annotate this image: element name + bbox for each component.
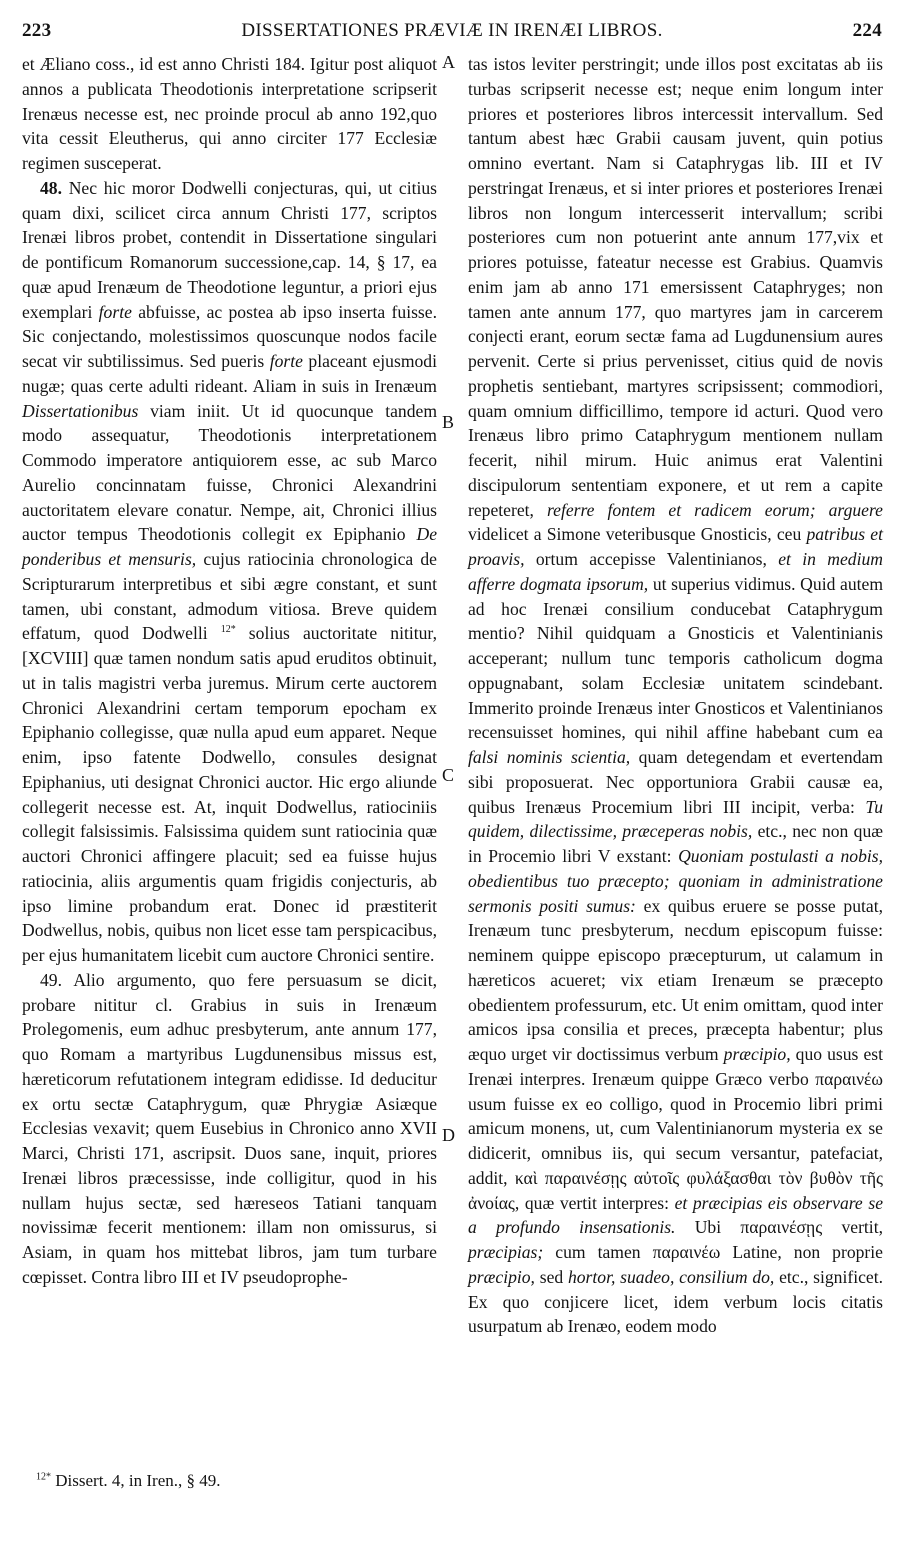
italic-run: Dissertationibus (22, 400, 139, 421)
text-run: placeant ejusmodi nugæ; quas certe adulti rideant. Aliam in suis in Irenæum (22, 351, 437, 396)
text-run: quam detegendam et evertendam sibi proposuerat. Nec opportuniora Grabii causæ ea, quibus Irenæus Procemium libri III incipit, verba: (468, 747, 883, 817)
italic-run: De ponderibus et mensuris, (22, 524, 437, 569)
text-run: sed (534, 1266, 568, 1287)
text-run: tas istos leviter perstringit; unde illos post excitatas ab iis turbas scripserit necesse est; neque enim longum inter priores et posteriores libros intercessit intervallum. Sed tantum abest hæc Grabii causam juvent, quin potius omnino evertant. Nam si Cataphrygas lib. III et IV perstringat Irenæus, et si inter priores et posteriores Irenæi libros non longum intercesserit intervallum; scribi posteriores cum non potuerint ante annum 177,vix et priores potuisse, fateatur necesse est Grabius. Quamvis enim jam ab anno 171 emersissent Cataphryges; non tamen ante annum 177, quo martyres jam in carcerem conjecti erant, eorum sectæ fama ad Lugdunensium aures pervenit. Certe si prius pervenisset, citius quid de novis prophetis sentiebant, martyres scripsissent; commodiori, quam omnium difficillimo, tempore id acturi. Quod vero Irenæus libro primo Cataphrygum mentionem nullam fecerit, nihil mirum. Huic animus erat Valentini discipulorum sententiam exponere, et ut rem a capite repeteret, (468, 54, 883, 520)
italic-run: hortor, suadeo, consilium do, (567, 1266, 775, 1287)
footnote (36, 1471, 221, 1491)
text-run: solius auctoritate nititur, [XCVIII] quæ tamen nondum satis apud eruditos obtinuit, ut in talis magistri verba juremus. Mirum certe auctorem Chronici Alexandrini certam temporum epocham ex Epiphanio collegisse, quæ nulla apud eum apparet. Neque enim, ipso fatente Dodwello, consules designat Epiphanius, uti designat Chronici auctor. Hic ergo aliunde collegerit necesse est. At, inquit Dodwellus, ratiociniis collegit falsissimis. Falsissima quidem sunt ratiocinia quæ auctori Chronici affingere placuit; sed ea fuisse hujus ratiocinia, aliis argumentis quam frigidis conjecturis, ab ipso limine probandum erat. Donec id præstiterit Dodwellus, nobis, quibus non licet esse tam perspicacibus, per ejus humanitatem licebit cum auctore Chronici sentire. (22, 623, 437, 965)
italic-run: præcipio, (468, 1266, 535, 1287)
margin-letter-a: A (442, 52, 455, 72)
text-run: Nec hic moror Dodwelli conjecturas, qui, ut citius quam dixi, scilicet circa annum Christi 177, scriptos Irenæi libros probet, contendit in Dissertatione singulari de pontificum Romanorum successione,cap. 14, § 17, ea quæ apud Irenæum de Theodotione leguntur, a priori ejus exemplari (22, 177, 437, 322)
italic-run: Tu quidem, dilectissime, præceperas nobis, (468, 796, 883, 842)
text-run: abfuisse, ac postea ab ipso inserta fuisse. Sic conjectando, molestissimos quoscunque nodos facile secat vir subtilissimus. Sed pueris (22, 301, 437, 371)
italic-run: et præcipias eis observare se a profundo insensationis. (468, 1192, 883, 1238)
left-column (22, 52, 437, 1290)
margin-letter-c: C (442, 765, 455, 785)
italic-run: Quoniam postulasti a nobis, obedientibus tuo præcepto; quoniam in administratione sermonis positi sumus: (468, 846, 884, 916)
paragraph-49-continuation (468, 52, 883, 1339)
paragraph-47-continuation: et Æliano coss., id est anno Christi 184. Igitur post aliquot annos a publicata Theodotionis interpretatione scripserit Irenæus necesse est, nec proinde procul ab anno 192,quo vita cessit Eleutherus, qui anno circiter 177 Ecclesiæ regimen susceperat. (22, 54, 437, 173)
italic-run: patribus et proavis, (468, 524, 883, 569)
text-run: ex quibus eruere se posse putat, Irenæum tunc presbyterum, necdum episcopum fuisse: neminem quippe episcopo præcepturum, ut calamum in hæreticos acueret; vix etiam Irenæum se præcepto obedientem professurum, etc. Ut enim omittam, quod inter amicos ipsa consilia et preces, præcepta habentur; plus æquo urget vir doctissimus verbum (468, 895, 883, 1064)
paragraph-48 (22, 176, 437, 968)
footnote-number: 12* (36, 1471, 51, 1483)
page-header (22, 20, 882, 48)
paragraph-49: 49. Alio argumento, quo fere persuasum se dicit, probare nititur cl. Grabius in suis in Irenæum Prolegomenis, eum adhuc presbyterum, ante annum 177, quo Romam a martyribus Lugdunensibus missus est, hæreticorum refutationem integram edidisse. Id deducitur ex ortu sectæ Cataphrygum, quæ Phrygiæ Asiæque Ecclesias vexavit; quem Eusebius in Chronico anno XVII Marci, Christi 171, ascripsit. Duos sane, inquit, priores Irenæi libros præcessisse, inde colligitur, quod in his nullam hujus sectæ, sed hæreseos Tatiani tanquam novissimæ fecerit mentionem: illam non omissurus, si Asiam, in quam hos mittebat libros, jam tum turbare cœpisset. Contra libro III et IV pseudoprophe- (22, 969, 437, 1287)
text-run: Ubi παραινέσῃς vertit, (675, 1217, 883, 1238)
text-run: etc., nec non quæ in Procemio libri V exstant: (468, 821, 884, 866)
italic-run: præcipio, (723, 1044, 791, 1064)
page-number-right: 224 (852, 20, 882, 41)
running-title: DISSERTATIONES PRÆVIÆ IN IRENÆI LIBROS. (241, 20, 663, 41)
section-number: 48. (40, 177, 62, 198)
italic-run: forte (269, 351, 303, 371)
italic-run: et in medium afferre dogmata ipsorum, (468, 549, 883, 594)
italic-run: forte (98, 301, 132, 322)
footnote-text: Dissert. 4, in Iren., § 49. (51, 1471, 221, 1490)
margin-letter-b: B (442, 412, 455, 432)
text-run: cum tamen παραινέω Latine, non proprie (543, 1242, 883, 1262)
text-run: quo usus est Irenæi interpres. Irenæum quippe Græco verbo παραινέω usum fuisse ex eo colligo, quod in Procemio libri primi amicum monens, ut, cum Valentinianorum mysteria ex se didicerit, omnibus iis, qui secum versantur, patefaciat, addit, καὶ παραινέσῃς αὐτοῖς φυλάξασθαι τὸν βυθὸν τῆς ἀνοίας, quæ vertit interpres: (468, 1044, 884, 1213)
text-run: ut superius vidimus. Quid autem ad hoc Irenæi consilium conducebat Cataphrygum mentio? Nihil quidquam a Gnosticis et Valentinianis acceperant; nullum tunc temporis catholicum dogma oppugnabant, solam Ecclesiæ unitatem scindebant. Immerito proinde Irenæus inter Gnosticos et Valentinianos recensuisset homines, qui nihil affine habebant cum ea (468, 573, 884, 743)
right-column (468, 52, 883, 1339)
footnote-ref[interactable]: 12* (220, 624, 236, 636)
margin-letter-d: D (442, 1125, 455, 1145)
italic-run: præcipias; (468, 1242, 544, 1262)
page-number-left: 223 (22, 20, 52, 41)
text-run: ortum accepisse Valentinianos, (524, 549, 779, 569)
text-run: etc., significet. Ex quo conjicere licet, idem verbum locis citatis usurpatum ab Irenæo, eodem modo (468, 1266, 884, 1337)
text-run: cujus ratiocinia chronologica de Scripturarum interpretibus et sibi ægre constant, et sunt tamen, ubi constant, admodum vitiosa. Breve quidem effatum, quod Dodwelli (22, 549, 437, 644)
italic-run: referre fontem et radicem eorum; arguere (546, 499, 883, 520)
text-run: videlicet a Simone veteribusque Gnosticis, ceu (468, 524, 807, 545)
italic-run: falsi nominis scientia, (468, 747, 631, 767)
text-run: viam iniit. Ut id quocunque tandem modo assequatur, Theodotionis interpretationem Commodo imperatore antiquiorem esse, ac sub Marco Aurelio concinnatam fuisse, Chronici Alexandrini auctoritatem elevare conatur. Nempe, ait, Chronici illius auctor tempus Theodotionis collegit ex Epiphanio (22, 400, 437, 545)
